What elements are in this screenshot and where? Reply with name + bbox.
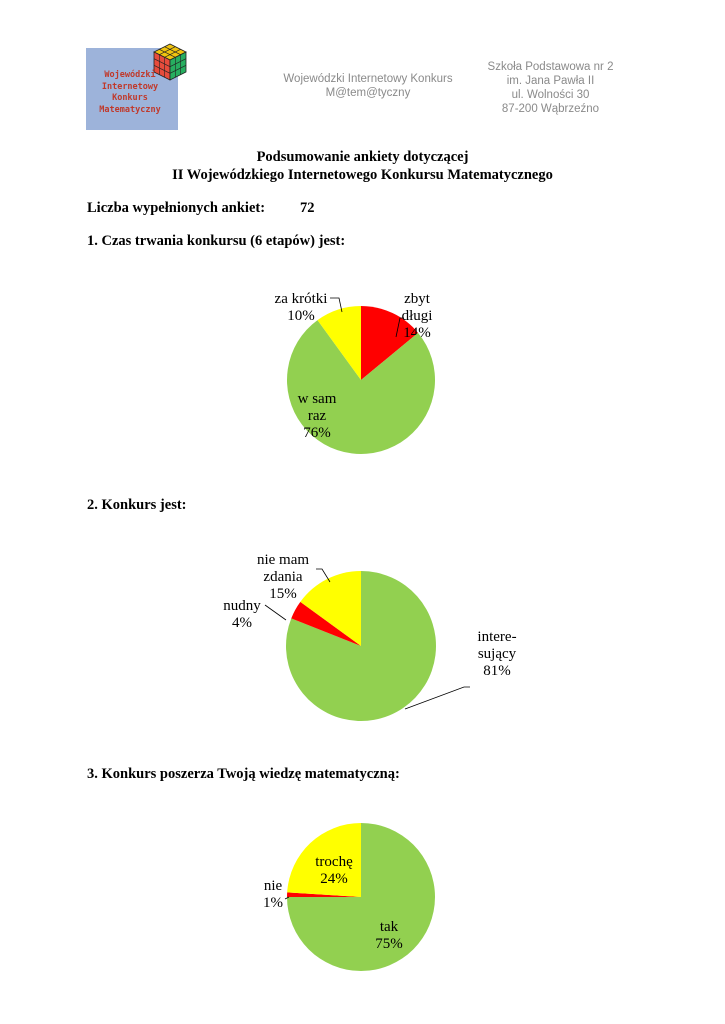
survey-count-value: 72	[300, 200, 315, 216]
logo-line: Wojewódzki	[104, 70, 156, 80]
question-2: 2. Konkurs jest:	[87, 497, 187, 513]
header-line: Wojewódzki Internetowy Konkurs	[283, 73, 453, 85]
leader-line	[265, 605, 286, 620]
title-line: Podsumowanie ankiety dotyczącej	[256, 149, 469, 165]
slice-label: za krótki 10%	[274, 291, 328, 324]
slice-label: w sam raz 76%	[297, 391, 337, 441]
slice-label: intere-sujący 81%	[477, 629, 517, 679]
question-1: 1. Czas trwania konkursu (6 etapów) jest:	[87, 233, 346, 249]
question-3: 3. Konkurs poszerza Twoją wiedzę matematyczną:	[87, 766, 400, 782]
slice-label: zbyt długi 14%	[401, 291, 433, 341]
logo-line: Matematyczny	[99, 104, 161, 115]
slice-label: trochę 24%	[315, 854, 353, 887]
slice-label: nudny 4%	[223, 598, 261, 631]
slice-label: nie 1%	[263, 878, 283, 911]
survey-count-label: Liczba wypełnionych ankiet:	[87, 200, 266, 216]
logo-line: Internetowy	[101, 81, 159, 92]
header-line: ul. Wolności 30	[511, 89, 590, 101]
header-line: 87-200 Wąbrzeźno	[501, 103, 600, 115]
header-line: M@tem@tyczny	[325, 87, 411, 99]
slice-label: tak 75%	[375, 919, 403, 952]
slice-label: nie mam zdania 15%	[256, 552, 310, 602]
logo-line: Konkurs	[112, 93, 148, 103]
header-line: im. Jana Pawła II	[506, 75, 595, 87]
title-line: II Wojewódzkiego Internetowego Konkursu Matematycznego	[172, 167, 553, 183]
header-line: Szkoła Podstawowa nr 2	[487, 61, 614, 73]
